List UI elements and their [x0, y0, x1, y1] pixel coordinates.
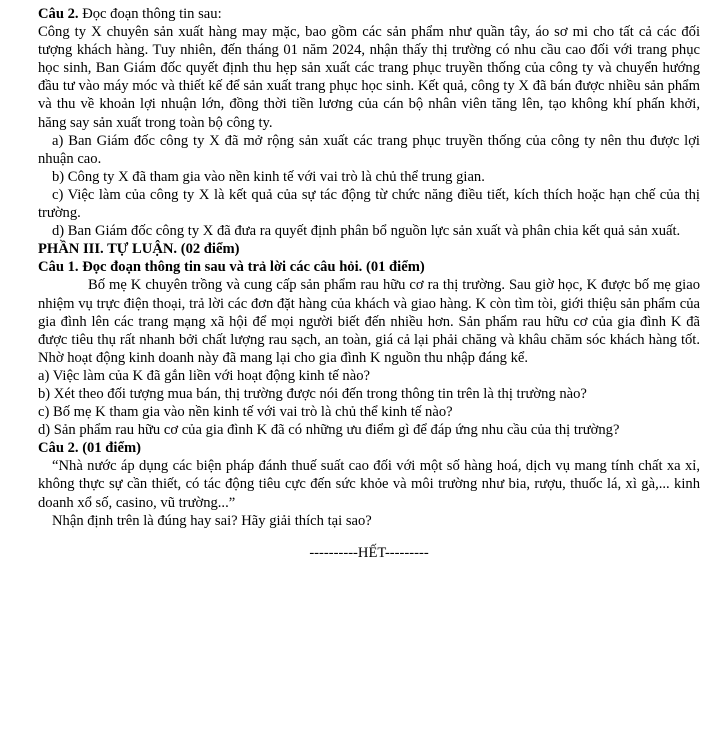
end-marker: ----------HẾT--------- — [309, 544, 429, 561]
passage: Bố mẹ K chuyên trồng và cung cấp sản phẩm rau hữu cơ ra thị trường. Sau giờ học, K được bố mẹ giao nhiệm vụ trực điện thoại, trả lời các đơn đặt hàng của khách và giao hàng. K còn tìm tòi, giới thiệu sản phẩm của gia đình lên các trang mạng xã hội để mọi người biết đến nhiều hơn. Sản phẩm rau hữu cơ của gia đình K đã được tiêu thụ rất nhanh bởi chất lượng rau sạch, an toàn, giá cả lại phải chăng và khâu chăm sóc khách hàng tốt. Nhờ hoạt động kinh doanh này đã mang lại cho gia đình K nguồn thu nhập đáng kể. — [38, 277, 700, 366]
question-heading: Câu 1. Đọc đoạn thông tin sau và trả lời các câu hỏi. (01 điểm) — [38, 259, 425, 276]
passage: Công ty X chuyên sản xuất hàng may mặc, bao gồm các sản phẩm như quần tây, áo sơ mi cho tất cả các đối tượng khách hàng. Tuy nhiên, đến tháng 01 năm 2024, nhận thấy thị trường có nhu cầu cao đối với trang phục học sinh, Ban Giám đốc quyết định thu hẹp sản xuất các trang phục truyền thống của công ty và chuyển hướng đầu tư vào máy móc và thiết kế để sản xuất trang phục học sinh. Kết quả, công ty X đã bán được nhiều sản phẩm và thu về khoản lợi nhuận lớn, đồng thời tiền lương của cán bộ nhân viên tăng lên, tạo không khí phấn khởi, hăng say sản xuất trong toàn bộ công ty. — [38, 24, 700, 131]
statement-d: d) Ban Giám đốc công ty X đã đưa ra quyết định phân bổ nguồn lực sản xuất và phân chia kết quả sản xuất. — [52, 223, 681, 240]
quote: “Nhà nước áp dụng các biện pháp đánh thuế suất cao đối với một số hàng hoá, dịch vụ mang tính chất xa xỉ, không thực sự cần thiết, có tác động tiêu cực đến sức khỏe và môi trường như bia, rượu, thuốc lá, xì gà,... kinh doanh xổ số, casino, vũ trường...” — [38, 458, 700, 511]
statement-b: b) Công ty X đã tham gia vào nền kinh tế với vai trò là chủ thể trung gian. — [52, 168, 485, 185]
question-d: d) Sản phẩm rau hữu cơ của gia đình K đã có những ưu điểm gì để đáp ứng nhu cầu của thị trường? — [38, 422, 620, 439]
part3-essay — [38, 240, 700, 530]
question-prompt: Nhận định trên là đúng hay sai? Hãy giải thích tại sao? — [52, 512, 372, 529]
statement-c: c) Việc làm của công ty X là kết quả của sự tác động từ chức năng điều tiết, kích thích hoặc hạn chế của thị trường. — [38, 186, 700, 222]
part-title: PHẦN III. TỰ LUẬN. (02 điểm) — [38, 241, 240, 258]
question-c: c) Bố mẹ K tham gia vào nền kinh tế với vai trò là chủ thể kinh tế nào? — [38, 404, 453, 421]
question-heading: Câu 2. Đọc đoạn thông tin sau: — [38, 6, 222, 22]
statement-a: a) Ban Giám đốc công ty X đã mở rộng sản xuất các trang phục truyền thống của công ty nên thu được lợi nhuận cao. — [38, 132, 700, 167]
question-heading: Câu 2. (01 điểm) — [38, 440, 141, 457]
part2-question2 — [38, 5, 700, 240]
question-a: a) Việc làm của K đã gắn liền với hoạt động kinh tế nào? — [38, 367, 370, 384]
question-b: b) Xét theo đối tượng mua bán, thị trường được nói đến trong thông tin trên là thị trường nào? — [38, 385, 587, 402]
